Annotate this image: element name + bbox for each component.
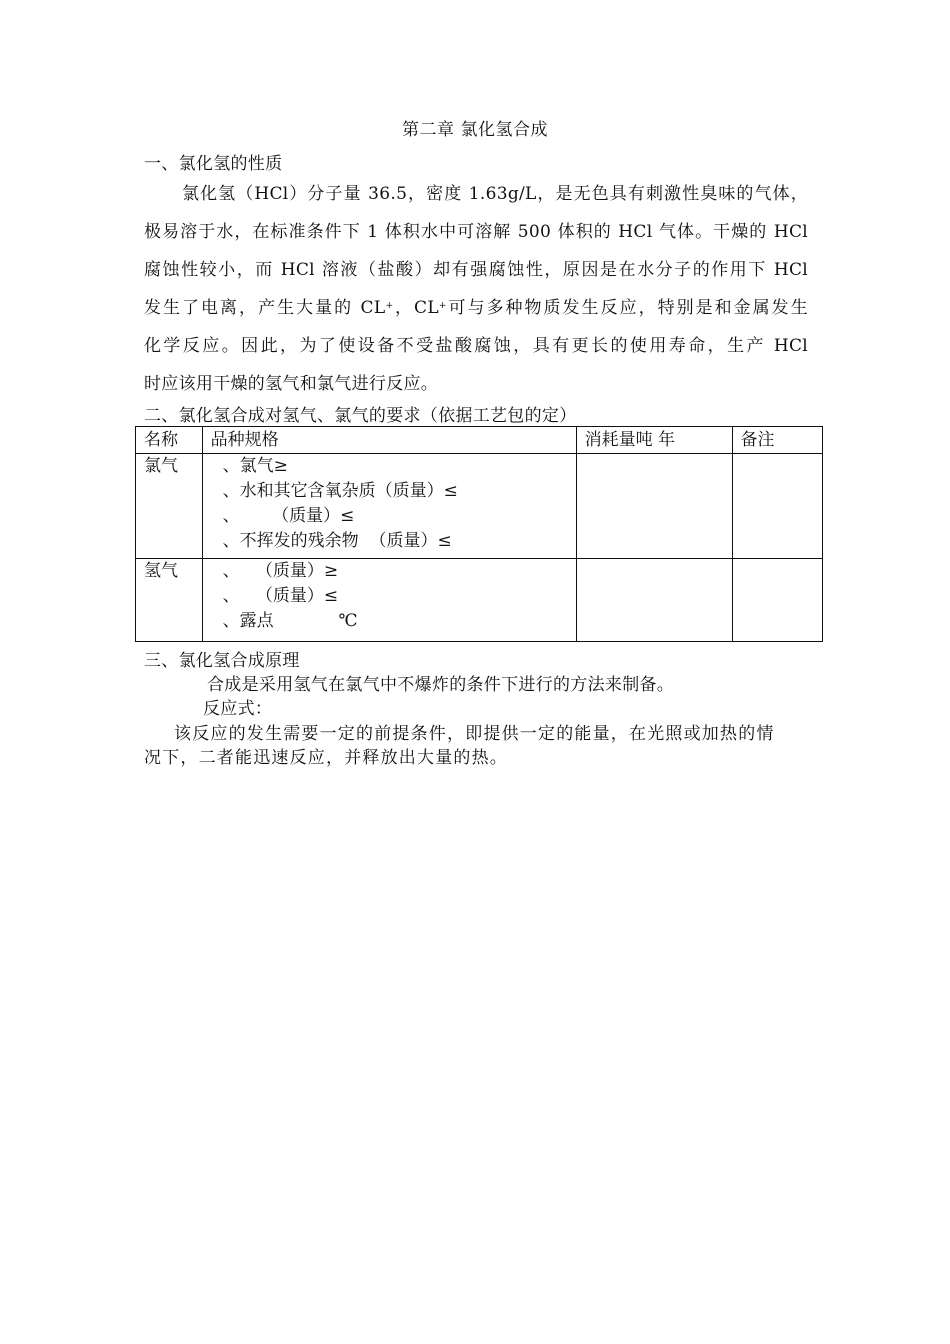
- header-name: 名称: [136, 427, 203, 454]
- ion-text: ，CL: [393, 298, 439, 318]
- section2-heading: 二、氯化氢合成对氢气、氯气的要求（依据工艺包的定）: [144, 406, 577, 426]
- paragraph-line: 极易溶于水，在标准条件下 1 体积水中可溶解 500 体积的 HCl 气体。干燥的 HCl: [144, 222, 808, 242]
- ion-text: 发生了电离，产生大量的 CL: [144, 298, 386, 318]
- header-note: 备注: [732, 427, 822, 454]
- paragraph-line: 时应该用干燥的氢气和氯气进行反应。: [144, 374, 439, 394]
- row-note-hydrogen: [732, 559, 822, 642]
- spec-item: 、 （质量）≤: [222, 506, 355, 526]
- spec-item: 、露点 ℃: [222, 611, 358, 631]
- section3-line: 合成是采用氢气在氯气中不爆炸的条件下进行的方法来制备。: [207, 675, 675, 695]
- section1-heading: 一、氯化氢的性质: [144, 154, 283, 174]
- section1-paragraph: [144, 175, 808, 403]
- row-consumption-chlorine: [576, 454, 732, 559]
- row-name-hydrogen: 氢气: [136, 559, 203, 642]
- paragraph-text: 可与多种物质发生反应，特别是和金属发生: [446, 298, 808, 318]
- paragraph-line-with-ions: [144, 289, 808, 327]
- row-name-chlorine: 氯气: [136, 454, 203, 559]
- ion-charge: +: [438, 301, 447, 311]
- ion-charge: +: [385, 301, 394, 311]
- header-consumption: 消耗量吨 年: [576, 427, 732, 454]
- row-note-chlorine: [732, 454, 822, 559]
- paragraph-line: 腐蚀性较小，而 HCl 溶液（盐酸）却有强腐蚀性，原因是在水分子的作用下 HCl: [144, 260, 808, 280]
- section3-reaction-label: 反应式：: [203, 699, 273, 719]
- table-row: [136, 454, 823, 559]
- row-specs-chlorine: [202, 454, 576, 559]
- paragraph-line: 化学反应。因此，为了使设备不受盐酸腐蚀，具有更长的使用寿命，生产 HCl: [144, 336, 808, 356]
- header-spec: 品种规格: [202, 427, 576, 454]
- spec-item: 、水和其它含氧杂质（质量）≤: [222, 481, 458, 501]
- table-row: [136, 559, 823, 642]
- section3-line: 该反应的发生需要一定的前提条件，即提供一定的能量，在光照或加热的情: [174, 724, 775, 744]
- spec-item: 、 （质量）≤: [222, 586, 339, 606]
- row-consumption-hydrogen: [576, 559, 732, 642]
- requirements-table: [135, 426, 823, 642]
- page-title: 第二章 氯化氢合成: [402, 120, 548, 140]
- paragraph-line: 氯化氢（HCl）分子量 36.5，密度 1.63g/L，是无色具有刺激性臭味的气体，: [182, 184, 808, 204]
- spec-item: 、 （质量）≥: [222, 561, 339, 581]
- section3-heading: 三、氯化氢合成原理: [144, 651, 300, 671]
- spec-item: 、不挥发的残余物 （质量）≤: [222, 531, 452, 551]
- section3-line: 况下，二者能迅速反应，并释放出大量的热。: [144, 748, 508, 768]
- row-specs-hydrogen: [202, 559, 576, 642]
- table-header-row: [136, 427, 823, 454]
- spec-item: 、氯气≥: [222, 456, 288, 476]
